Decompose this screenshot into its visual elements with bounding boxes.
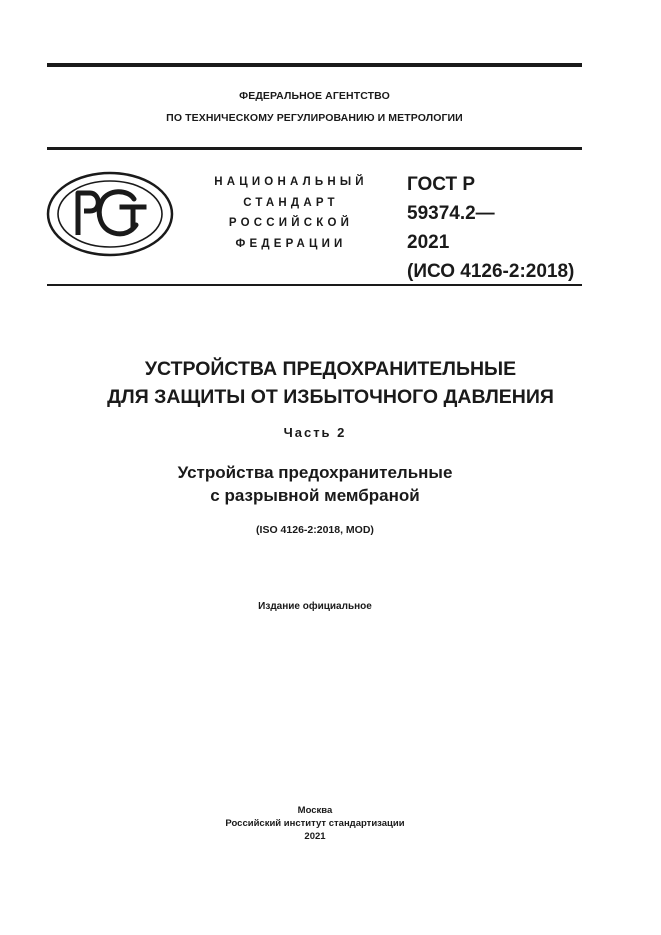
national-standard-line-2: СТАНДАРТ xyxy=(243,196,339,209)
iso-reference: (ISO 4126-2:2018, MOD) xyxy=(256,524,374,536)
rst-certification-mark-icon xyxy=(46,171,174,257)
standard-designation xyxy=(407,170,574,286)
national-standard-line-1: НАЦИОНАЛЬНЫЙ xyxy=(214,176,368,188)
top-rule xyxy=(47,63,582,67)
agency-name-line-2: ПО ТЕХНИЧЕСКОМУ РЕГУЛИРОВАНИЮ И МЕТРОЛОГИИ xyxy=(166,112,463,124)
rst-logo-svg xyxy=(46,171,174,257)
subtitle-line-2: с разрывной мембраной xyxy=(210,486,420,505)
title-line-2: ДЛЯ ЗАЩИТЫ ОТ ИЗБЫТОЧНОГО ДАВЛЕНИЯ xyxy=(107,386,554,408)
subtitle-line-1: Устройства предохранительные xyxy=(177,463,453,482)
masthead-bottom-rule xyxy=(47,284,582,286)
document-subtitle xyxy=(0,461,630,507)
header-divider xyxy=(47,147,582,150)
designation-line-1: ГОСТ Р xyxy=(407,174,476,195)
designation-line-4: (ИСО 4126-2:2018) xyxy=(407,261,575,282)
edition-label: Издание официальное xyxy=(258,601,372,612)
imprint xyxy=(0,804,630,843)
document-title xyxy=(0,355,661,411)
part-number: Часть 2 xyxy=(283,425,347,440)
imprint-city: Москва xyxy=(297,805,333,816)
national-standard-label xyxy=(196,172,386,254)
title-line-1: УСТРОЙСТВА ПРЕДОХРАНИТЕЛЬНЫЕ xyxy=(144,358,517,380)
designation-line-2: 59374.2— xyxy=(407,203,495,224)
imprint-year: 2021 xyxy=(304,831,326,842)
imprint-publisher: Российский институт стандартизации xyxy=(225,818,405,829)
designation-line-3: 2021 xyxy=(407,232,450,253)
agency-name-line-1: ФЕДЕРАЛЬНОЕ АГЕНТСТВО xyxy=(239,90,390,102)
national-standard-line-4: ФЕДЕРАЦИИ xyxy=(235,237,347,250)
national-standard-line-3: РОССИЙСКОЙ xyxy=(228,217,354,229)
